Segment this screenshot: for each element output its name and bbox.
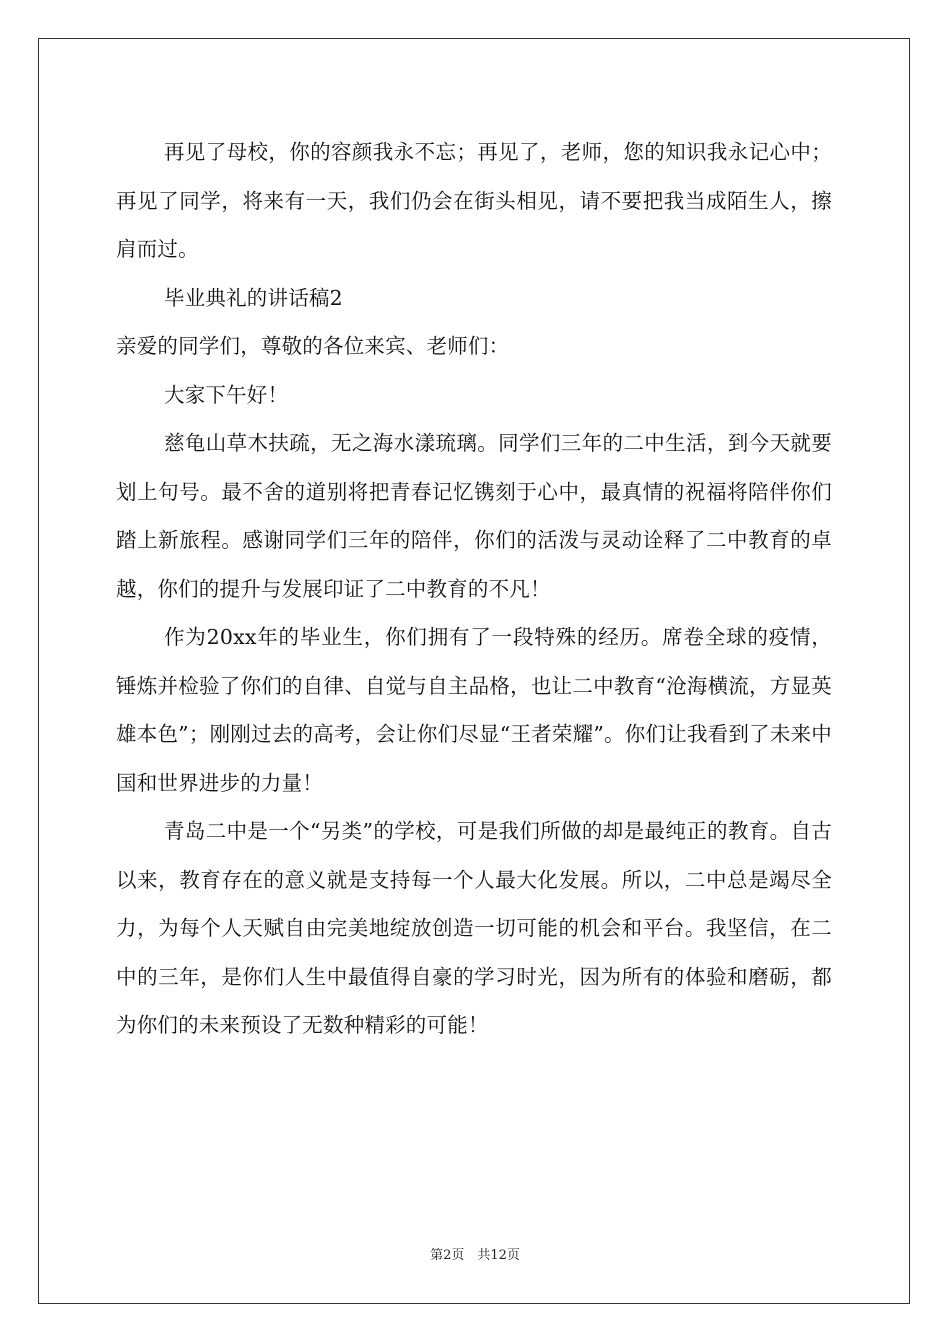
- paragraph-graduates: 作为20xx年的毕业生，你们拥有了一段特殊的经历。席卷全球的疫情，锤炼并检验了你们的自律、自觉与自主品格，也让二中教育“沧海横流，方显英雄本色”；刚刚过去的高考，会让你们尽显“王者荣耀”。你们让我看到了未来中国和世界进步的力量！: [116, 625, 832, 795]
- paragraph-farewell: 再见了母校，你的容颜我永不忘；再见了，老师，您的知识我永记心中；再见了同学，将来有一天，我们仍会在街头相见，请不要把我当成陌生人，擦肩而过。: [116, 140, 832, 261]
- page-number: 第2页 共12页: [430, 1248, 520, 1263]
- document-body: [116, 128, 832, 1050]
- speech-title: 毕业典礼的讲话稿2: [164, 285, 343, 310]
- salutation: 亲爱的同学们，尊敬的各位来宾、老师们：: [116, 334, 510, 358]
- paragraph-campus-life: 慈龟山草木扶疏，无之海水漾琉璃。同学们三年的二中生活，到今天就要划上句号。最不舍的道别将把青春记忆镌刻于心中，最真情的祝福将陪伴你们踏上新旅程。感谢同学们三年的陪伴，你们的活泼与灵动诠释了二中教育的卓越，你们的提升与发展印证了二中教育的不凡！: [116, 431, 832, 601]
- greeting: 大家下午好！: [164, 382, 289, 407]
- paragraph-school: 青岛二中是一个“另类”的学校，可是我们所做的却是最纯正的教育。自古以来，教育存在的意义就是支持每一个人最大化发展。所以，二中总是竭尽全力，为每个人天赋自由完美地绽放创造一切可能的机会和平台。我坚信，在二中的三年，是你们人生中最值得自豪的学习时光，因为所有的体验和磨砺，都为你们的未来预设了无数种精彩的可能！: [116, 819, 832, 1037]
